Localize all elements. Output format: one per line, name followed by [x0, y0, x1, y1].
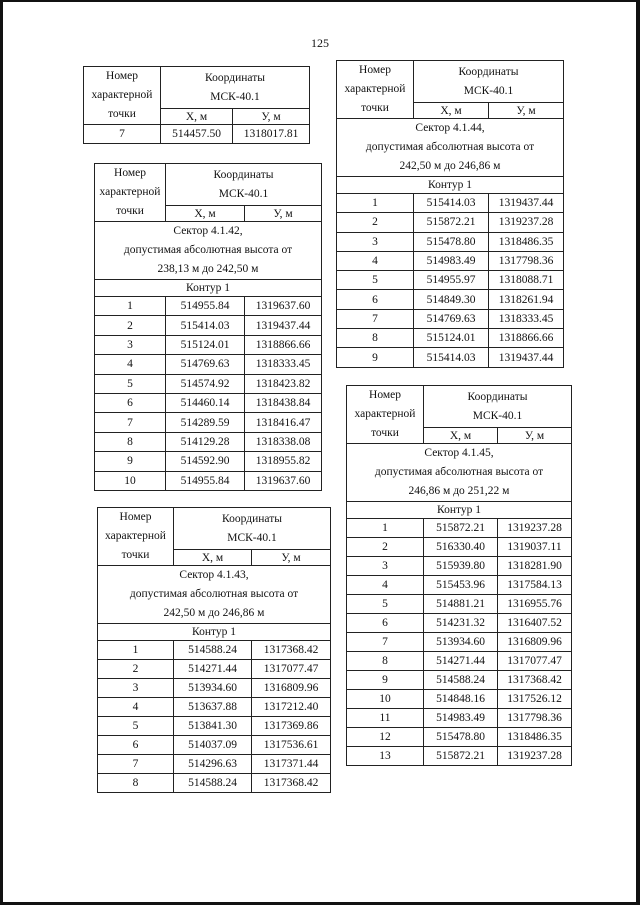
coordinates-header-text: Координаты: [205, 71, 265, 84]
y-coordinate: 1318955.82: [245, 452, 322, 471]
table-row: [95, 297, 322, 316]
y-header: У, м: [498, 428, 572, 444]
table-row: [98, 755, 331, 774]
x-coordinate: 514955.84: [166, 297, 245, 316]
y-coordinate: 1317368.42: [252, 774, 331, 793]
y-coordinate: 1319437.44: [245, 316, 322, 335]
coordinates-header-text: Координаты: [213, 168, 274, 181]
point-number: 8: [98, 774, 174, 793]
y-header: У, м: [233, 109, 310, 125]
table-row: [95, 316, 322, 335]
sector-row: [337, 119, 564, 177]
y-coordinate: 1319237.28: [498, 519, 572, 538]
x-coordinate: 515478.80: [424, 728, 498, 747]
x-coordinate: 514588.24: [424, 671, 498, 690]
coord-table-sector-4-1-43: [97, 507, 331, 793]
y-coordinate: 1318088.71: [489, 271, 564, 290]
x-coordinate: 515872.21: [424, 747, 498, 766]
table-row: [347, 709, 572, 728]
point-number: 2: [98, 660, 174, 679]
table-row: [98, 641, 331, 660]
header-row: [337, 61, 564, 103]
point-number: 9: [337, 348, 414, 367]
y-coordinate: 1316809.96: [498, 633, 572, 652]
point-number: 1: [347, 519, 424, 538]
table-row: [337, 309, 564, 328]
header-row: [84, 67, 310, 109]
table-row: [95, 413, 322, 432]
contour-label: Контур 1: [347, 502, 572, 519]
x-coordinate: 514457.50: [161, 125, 233, 144]
sector-description: [337, 119, 564, 177]
sector-row: [347, 444, 572, 502]
y-coordinate: 1318423.82: [245, 374, 322, 393]
x-coordinate: 514983.49: [414, 251, 489, 270]
table-row: [95, 432, 322, 451]
y-coordinate: 1317798.36: [498, 709, 572, 728]
coordinates-header: [166, 164, 322, 206]
y-coordinate: 1317371.44: [252, 755, 331, 774]
point-number: 2: [337, 213, 414, 232]
point-number: 4: [95, 355, 166, 374]
y-coordinate: 1318338.08: [245, 432, 322, 451]
point-number-header: [98, 508, 174, 566]
contour-label: Контур 1: [337, 177, 564, 194]
x-header: Х, м: [174, 550, 252, 566]
x-coordinate: 515124.01: [166, 335, 245, 354]
point-header-text: точки: [108, 108, 136, 120]
x-coordinate: 513637.88: [174, 698, 252, 717]
point-header-text: Номер: [359, 64, 391, 76]
header-row: [98, 508, 331, 550]
x-coordinate: 514955.97: [414, 271, 489, 290]
point-number: 11: [347, 709, 424, 728]
point-header-text: Номер: [119, 511, 152, 523]
table-row: [95, 374, 322, 393]
point-header-text: точки: [371, 427, 399, 439]
table-row: [95, 452, 322, 471]
y-coordinate: 1319237.28: [498, 747, 572, 766]
coordinates-header-text: МСК-40.1: [218, 187, 269, 200]
x-coordinate: 514881.21: [424, 595, 498, 614]
sector-row: [95, 222, 322, 280]
table-row: [347, 652, 572, 671]
point-number: 5: [337, 271, 414, 290]
sector-row: [98, 566, 331, 624]
coordinates-header-text: МСК-40.1: [210, 90, 260, 103]
table-row: [98, 660, 331, 679]
table-row: [98, 698, 331, 717]
point-number: 7: [98, 755, 174, 774]
coordinates-header-text: МСК-40.1: [463, 84, 514, 97]
x-coordinate: 514460.14: [166, 393, 245, 412]
point-header-text: Номер: [369, 389, 401, 401]
point-number-header: [84, 67, 161, 125]
point-number: 3: [95, 335, 166, 354]
table-row: [337, 194, 564, 213]
y-coordinate: 1318017.81: [233, 125, 310, 144]
point-number: 4: [347, 576, 424, 595]
contour-row: [337, 177, 564, 194]
point-header-text: точки: [116, 205, 144, 217]
x-header: Х, м: [414, 103, 489, 119]
table-row: [95, 335, 322, 354]
header-row: [347, 386, 572, 428]
point-header-text: характерной: [344, 83, 406, 95]
table-row: [347, 557, 572, 576]
header-row: [95, 164, 322, 206]
point-number: 6: [98, 736, 174, 755]
point-number: 5: [95, 374, 166, 393]
coord-table-continuation: [83, 66, 310, 144]
x-coordinate: 514296.63: [174, 755, 252, 774]
table-row: [347, 538, 572, 557]
table-row: [337, 329, 564, 348]
x-coordinate: 513841.30: [174, 717, 252, 736]
point-header-text: характерной: [91, 89, 153, 101]
y-coordinate: 1317077.47: [252, 660, 331, 679]
x-coordinate: 514592.90: [166, 452, 245, 471]
sector-text: 238,13 м до 242,50 м: [157, 263, 259, 275]
y-coordinate: 1318281.90: [498, 557, 572, 576]
point-header-text: точки: [361, 102, 389, 114]
x-coordinate: 515414.03: [166, 316, 245, 335]
table-row: [337, 251, 564, 270]
x-coordinate: 513934.60: [424, 633, 498, 652]
coordinates-header-text: МСК-40.1: [472, 409, 523, 422]
y-coordinate: 1318416.47: [245, 413, 322, 432]
point-number: 9: [95, 452, 166, 471]
table-row: [347, 576, 572, 595]
x-coordinate: 514129.28: [166, 432, 245, 451]
point-number: 9: [347, 671, 424, 690]
table-row: [98, 736, 331, 755]
sector-description: [347, 444, 572, 502]
table-row: [347, 690, 572, 709]
table-row: [337, 232, 564, 251]
point-number: 12: [347, 728, 424, 747]
table-row: [98, 774, 331, 793]
y-coordinate: 1318866.66: [245, 335, 322, 354]
point-number: 13: [347, 747, 424, 766]
point-header-text: характерной: [105, 530, 166, 542]
sector-text: допустимая абсолютная высота от: [129, 588, 299, 600]
point-number: 6: [337, 290, 414, 309]
y-coordinate: 1319437.44: [489, 194, 564, 213]
x-coordinate: 514849.30: [414, 290, 489, 309]
y-coordinate: 1318486.35: [489, 232, 564, 251]
y-coordinate: 1319437.44: [489, 348, 564, 367]
point-number: 5: [347, 595, 424, 614]
y-header: У, м: [245, 206, 322, 222]
point-number: 2: [95, 316, 166, 335]
x-coordinate: 514983.49: [424, 709, 498, 728]
table-row: [347, 519, 572, 538]
point-header-text: Номер: [106, 70, 138, 82]
y-coordinate: 1318438.84: [245, 393, 322, 412]
y-coordinate: 1317077.47: [498, 652, 572, 671]
page-number: 125: [311, 36, 329, 50]
point-number: 7: [347, 633, 424, 652]
y-coordinate: 1318333.45: [245, 355, 322, 374]
x-coordinate: 516330.40: [424, 538, 498, 557]
y-coordinate: 1316407.52: [498, 614, 572, 633]
y-coordinate: 1317584.13: [498, 576, 572, 595]
x-header: Х, м: [424, 428, 498, 444]
y-coordinate: 1319637.60: [245, 297, 322, 316]
point-number: 5: [98, 717, 174, 736]
point-number: 4: [98, 698, 174, 717]
table-row: [98, 717, 331, 736]
x-header: Х, м: [161, 109, 233, 125]
x-coordinate: 514769.63: [414, 309, 489, 328]
point-number: 10: [347, 690, 424, 709]
y-coordinate: 1317526.12: [498, 690, 572, 709]
point-number: 2: [347, 538, 424, 557]
point-number: 3: [347, 557, 424, 576]
point-header-text: точки: [121, 549, 150, 561]
point-number-header: [95, 164, 166, 222]
point-number: 3: [337, 232, 414, 251]
y-coordinate: 1319237.28: [489, 213, 564, 232]
y-coordinate: 1316955.76: [498, 595, 572, 614]
sector-text: 246,86 м до 251,22 м: [408, 485, 510, 497]
x-coordinate: 513934.60: [174, 679, 252, 698]
table-row: [337, 290, 564, 309]
sector-text: допустимая абсолютная высота от: [374, 466, 544, 478]
point-number: 10: [95, 471, 166, 490]
table-row: [347, 633, 572, 652]
y-coordinate: 1318261.94: [489, 290, 564, 309]
x-coordinate: 514271.44: [424, 652, 498, 671]
point-number: 6: [95, 393, 166, 412]
x-coordinate: 514955.84: [166, 471, 245, 490]
x-coordinate: 514848.16: [424, 690, 498, 709]
table-row: [347, 671, 572, 690]
point-number: 7: [95, 413, 166, 432]
x-header: Х, м: [166, 206, 245, 222]
x-coordinate: 514231.32: [424, 614, 498, 633]
y-coordinate: 1318486.35: [498, 728, 572, 747]
y-coordinate: 1318333.45: [489, 309, 564, 328]
table-row: [98, 679, 331, 698]
point-number: 7: [337, 309, 414, 328]
y-coordinate: 1317212.40: [252, 698, 331, 717]
point-number: 3: [98, 679, 174, 698]
y-coordinate: 1319637.60: [245, 471, 322, 490]
table-row: [84, 125, 310, 144]
point-number: 6: [347, 614, 424, 633]
table-row: [347, 747, 572, 766]
point-number-header: [347, 386, 424, 444]
x-coordinate: 514588.24: [174, 774, 252, 793]
sector-text: Сектор 4.1.42,: [173, 225, 243, 237]
point-header-text: Номер: [114, 167, 146, 179]
sector-text: допустимая абсолютная высота от: [365, 141, 535, 153]
table-row: [95, 471, 322, 490]
y-header: У, м: [252, 550, 331, 566]
y-coordinate: 1317369.86: [252, 717, 331, 736]
table-row: [337, 271, 564, 290]
point-number: 8: [95, 432, 166, 451]
sector-description: [95, 222, 322, 280]
table-row: [347, 728, 572, 747]
coord-table-sector-4-1-42: [94, 163, 322, 491]
x-coordinate: 515872.21: [424, 519, 498, 538]
table-row: [95, 355, 322, 374]
coordinates-header-text: Координаты: [222, 512, 282, 525]
coordinates-header-text: МСК-40.1: [227, 531, 277, 544]
sector-text: 242,50 м до 246,86 м: [399, 160, 501, 172]
coord-table-sector-4-1-45: [346, 385, 572, 766]
y-coordinate: 1317368.42: [498, 671, 572, 690]
y-coordinate: 1319037.11: [498, 538, 572, 557]
contour-label: Контур 1: [98, 624, 331, 641]
table-row: [95, 393, 322, 412]
sector-text: Сектор 4.1.43,: [179, 569, 249, 581]
sector-text: 242,50 м до 246,86 м: [163, 607, 265, 619]
x-coordinate: 514574.92: [166, 374, 245, 393]
point-number: 1: [95, 297, 166, 316]
y-coordinate: 1317536.61: [252, 736, 331, 755]
x-coordinate: 514037.09: [174, 736, 252, 755]
x-coordinate: 515453.96: [424, 576, 498, 595]
x-coordinate: 514588.24: [174, 641, 252, 660]
y-coordinate: 1316809.96: [252, 679, 331, 698]
table-row: [337, 213, 564, 232]
coordinates-header: [174, 508, 331, 550]
point-header-text: характерной: [354, 408, 416, 420]
x-coordinate: 514769.63: [166, 355, 245, 374]
table-row: [347, 595, 572, 614]
sector-text: Сектор 4.1.44,: [415, 122, 485, 134]
point-number: 8: [337, 329, 414, 348]
table-row: [347, 614, 572, 633]
x-coordinate: 514289.59: [166, 413, 245, 432]
contour-row: [347, 502, 572, 519]
y-coordinate: 1317798.36: [489, 251, 564, 270]
x-coordinate: 515124.01: [414, 329, 489, 348]
x-coordinate: 514271.44: [174, 660, 252, 679]
coordinates-header: [424, 386, 572, 428]
point-number: 1: [98, 641, 174, 660]
coordinates-header-text: Координаты: [467, 390, 528, 403]
coordinates-header: [414, 61, 564, 103]
coordinates-header-text: Координаты: [458, 65, 519, 78]
y-coordinate: 1318866.66: [489, 329, 564, 348]
y-coordinate: 1317368.42: [252, 641, 331, 660]
contour-row: [95, 280, 322, 297]
sector-text: допустимая абсолютная высота от: [123, 244, 293, 256]
point-header-text: характерной: [99, 186, 161, 198]
sector-description: [98, 566, 331, 624]
point-number: 7: [84, 125, 161, 144]
point-number-header: [337, 61, 414, 119]
x-coordinate: 515872.21: [414, 213, 489, 232]
coordinates-header: [161, 67, 310, 109]
table-row: [337, 348, 564, 367]
point-number: 8: [347, 652, 424, 671]
x-coordinate: 515478.80: [414, 232, 489, 251]
sector-text: Сектор 4.1.45,: [424, 447, 494, 459]
contour-row: [98, 624, 331, 641]
x-coordinate: 515414.03: [414, 348, 489, 367]
contour-label: Контур 1: [95, 280, 322, 297]
point-number: 4: [337, 251, 414, 270]
y-header: У, м: [489, 103, 564, 119]
x-coordinate: 515414.03: [414, 194, 489, 213]
point-number: 1: [337, 194, 414, 213]
coord-table-sector-4-1-44: [336, 60, 564, 368]
x-coordinate: 515939.80: [424, 557, 498, 576]
